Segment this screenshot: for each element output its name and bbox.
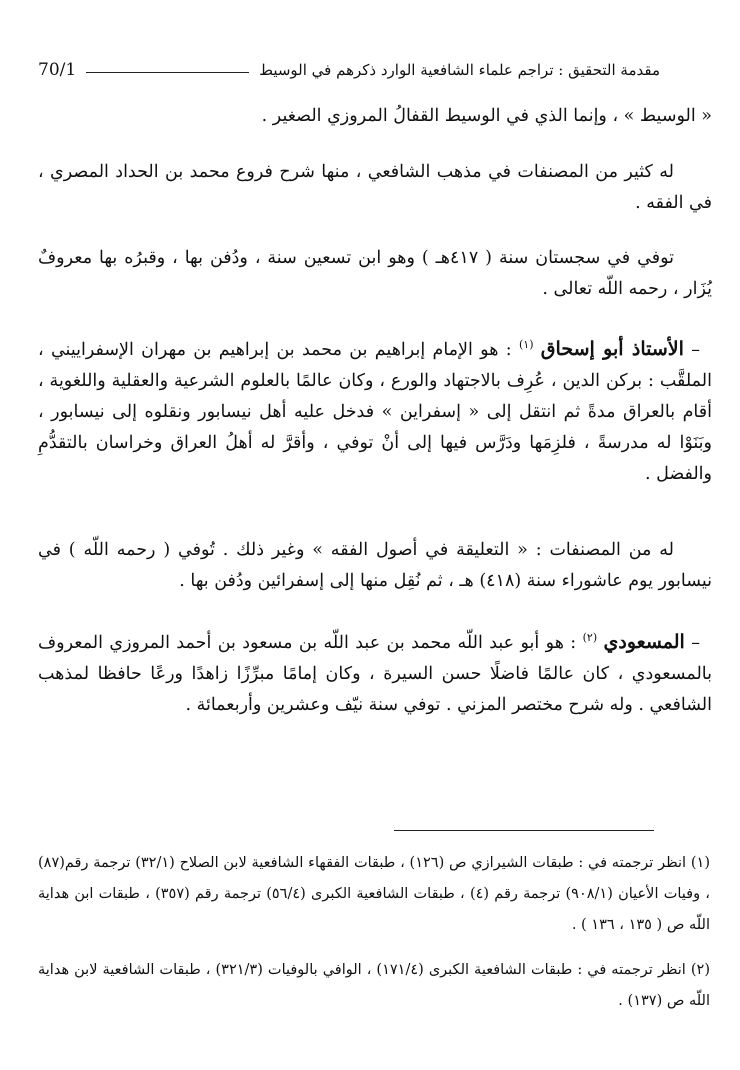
footnote-separator bbox=[394, 830, 654, 831]
running-header bbox=[38, 56, 660, 84]
paragraph-3 bbox=[38, 243, 712, 305]
entry-dash: – bbox=[691, 632, 700, 653]
paragraph-text: توفي في سجستان سنة ( ٤١٧هـ ) وهو ابن تسعين سنة ، ودُفن بها ، وقبرُه بها معروفٌ يُزَار ، رحمه اللّه تعالى . bbox=[38, 248, 712, 299]
biography-entry-masudi bbox=[38, 622, 712, 721]
page-number: 70/1 bbox=[38, 60, 77, 80]
footnote-ref: (٢) bbox=[582, 631, 598, 644]
entry-text: : هو الإمام إبراهيم بن محمد بن إبراهيم بن مهران الإسفراييني ، الملقَّب : بركن الدين ، عُرِف بالاجتهاد والورع ، وكان عالمًا بالعلوم الشرعية والعقلية واللغوية ، أقام بالعراق مدةً ثم انتقل إلى « إسفراين » فدخل عليه أهل نيسابور ونقلوه إلى نيسابور ، وبَنَوْا له مدرسةً ، فلزِمَها ودَرَّس فيها إلى أنْ توفي ، وأقرَّ له أهلُ العراق وخراسان بالتقدُّمِ والفضل . bbox=[38, 339, 712, 484]
paragraph-5 bbox=[38, 535, 712, 597]
entry-text: : هو أبو عبد اللّه محمد بن عبد اللّه بن مسعود بن أحمد المروزي المعروف بالمسعودي ، كان عالمًا فاضلًا حسن السيرة ، وكان إمامًا مبرِّزًا زاهدًا ورعًا حافظا لمذهب الشافعي . وله شرح مختصر المزني . توفي سنة نيّف وعشرين وأربعمائة . bbox=[38, 632, 712, 715]
footnote-text: (٢) انظر ترجمته في : طبقات الشافعية الكبرى (١٧١/٤) ، الوافي بالوفيات (٣٢١/٣) ، طبقات الشافعية لابن هداية اللّه ص (١٣٧) . bbox=[38, 962, 710, 1009]
paragraph-text: « الوسيط » ، وإنما الذي في الوسيط القفالُ المروزي الصغير . bbox=[261, 106, 712, 126]
entry-paragraph bbox=[38, 622, 712, 721]
footnote-1 bbox=[38, 848, 710, 941]
paragraph-text: له من المصنفات : « التعليقة في أصول الفقه » وغير ذلك . تُوفي ( رحمه اللّه ) في نيسابور يوم عاشوراء سنة (٤١٨) هـ ، ثم نُقِل منها إلى إسفرائين ودُفن بها . bbox=[38, 540, 712, 591]
header-rule bbox=[86, 72, 249, 73]
paragraph-2 bbox=[38, 157, 712, 219]
paragraph-1 bbox=[38, 101, 712, 132]
entry-name: الأستاذ أبو إسحاق bbox=[540, 337, 684, 360]
entry-name: المسعودي bbox=[603, 630, 685, 653]
entry-paragraph bbox=[38, 329, 712, 490]
footnote-ref: (١) bbox=[518, 338, 534, 351]
footnote-text: (١) انظر ترجمته في : طبقات الشيرازي ص (١٢٦) ، طبقات الفقهاء الشافعية لابن الصلاح (٣٢/١) ترجمة رقم(٨٧) ، وفيات الأعيان (٩٠٨/١) ترجمة رقم (٤) ، طبقات الشافعية الكبرى (٥٦/٤) ترجمة رقم (٣٥٧) ، طبقات ابن هداية اللّه ص ( ١٣٥ ، ١٣٦ ) . bbox=[38, 855, 710, 933]
header-title: مقدمة التحقيق : تراجم علماء الشافعية الوارد ذكرهم في الوسيط bbox=[259, 61, 660, 79]
biography-entry-abu-ishaq bbox=[38, 329, 712, 490]
paragraph-text: له كثير من المصنفات في مذهب الشافعي ، منها شرح فروع محمد بن الحداد المصري ، في الفقه . bbox=[38, 162, 712, 213]
entry-dash: – bbox=[691, 339, 700, 360]
footnote-2 bbox=[38, 955, 710, 1017]
